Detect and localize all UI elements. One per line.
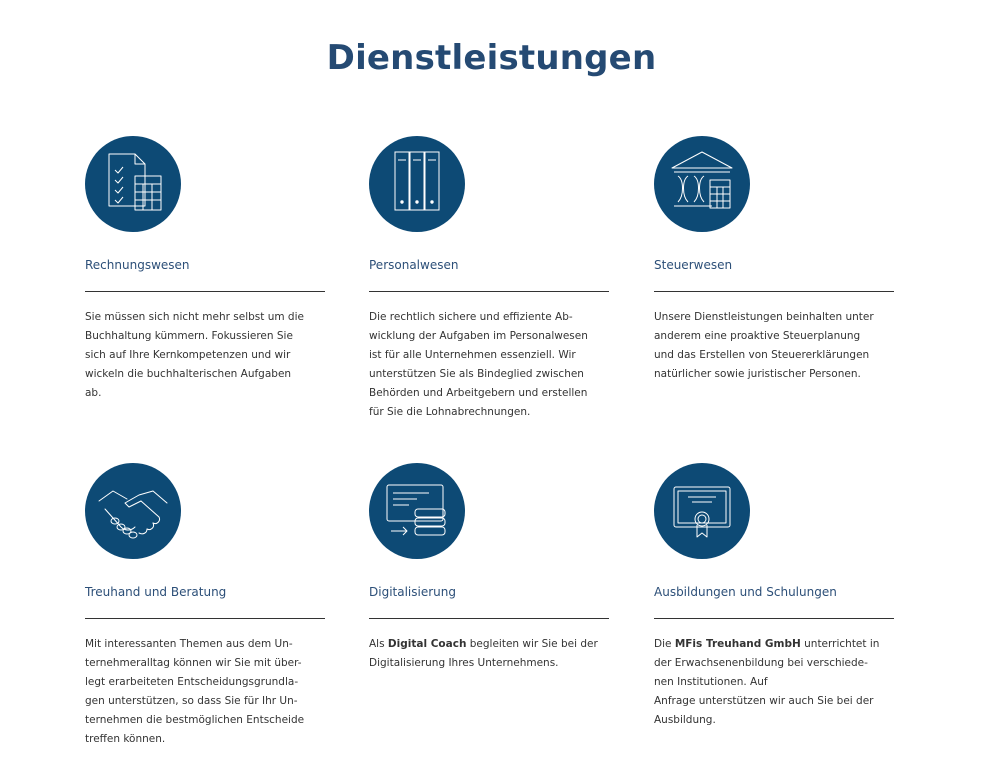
card-title: Treuhand und Beratung [85, 585, 227, 599]
divider [369, 618, 609, 619]
government-building-icon [654, 136, 750, 232]
accounting-document-icon [85, 136, 181, 232]
card-description: Als Digital Coach begleiten wir Sie bei der Digitalisierung Ihres Unternehmens. [369, 638, 598, 669]
card-title: Ausbildungen und Schulungen [654, 585, 837, 599]
card-description: Die MFis Treuhand GmbH unterrichtet in der Erwachsenenbildung bei verschiede- nen Institutionen. Auf Anfrage unterstützen wir auch Sie bei der Ausbildung. [654, 638, 880, 726]
divider [85, 618, 325, 619]
card-title: Personalwesen [369, 258, 459, 272]
divider [369, 291, 609, 292]
card-title: Rechnungswesen [85, 258, 190, 272]
service-card-digitalisierung [369, 463, 609, 669]
page-title: Dienstleistungen [326, 38, 657, 78]
card-description: Unsere Dienstleistungen beinhalten unter anderem eine proaktive Steuerplanung und das Erstellen von Steuererklärungen natürlicher sowie juristischer Personen. [654, 311, 874, 380]
divider [654, 291, 894, 292]
card-title: Digitalisierung [369, 585, 456, 599]
binders-icon [369, 136, 465, 232]
service-card-ausbildungen [654, 463, 894, 726]
card-description: Die rechtlich sichere und effiziente Ab- wicklung der Aufgaben im Personalwesen ist für alle Unternehmen essenziell. Wir unterstützen Sie als Bindeglied zwischen Behörden und Arbeitgebern und erstellen für Sie die Lohnabrechnungen. [369, 311, 588, 418]
service-card-treuhand [85, 463, 325, 745]
service-card-rechnungswesen [85, 136, 325, 399]
digital-database-icon [369, 463, 465, 559]
service-card-personalwesen [369, 136, 609, 418]
card-description: Mit interessanten Themen aus dem Un- ternehmeralltag können wir Sie mit über- legt erarbeiteten Entscheidungsgrundla- gen unterstützen, so dass Sie für Ihr Un- ternehmen die bestmöglichen Entscheide treffen können. [85, 638, 305, 745]
certificate-icon [654, 463, 750, 559]
handshake-icon [85, 463, 181, 559]
divider [85, 291, 325, 292]
divider [654, 618, 894, 619]
card-title: Steuerwesen [654, 258, 733, 272]
service-card-steuerwesen [654, 136, 894, 380]
card-description: Sie müssen sich nicht mehr selbst um die Buchhaltung kümmern. Fokussieren Sie sich auf Ihre Kernkompetenzen und wir wickeln die buchhalterischen Aufgaben ab. [85, 311, 304, 399]
